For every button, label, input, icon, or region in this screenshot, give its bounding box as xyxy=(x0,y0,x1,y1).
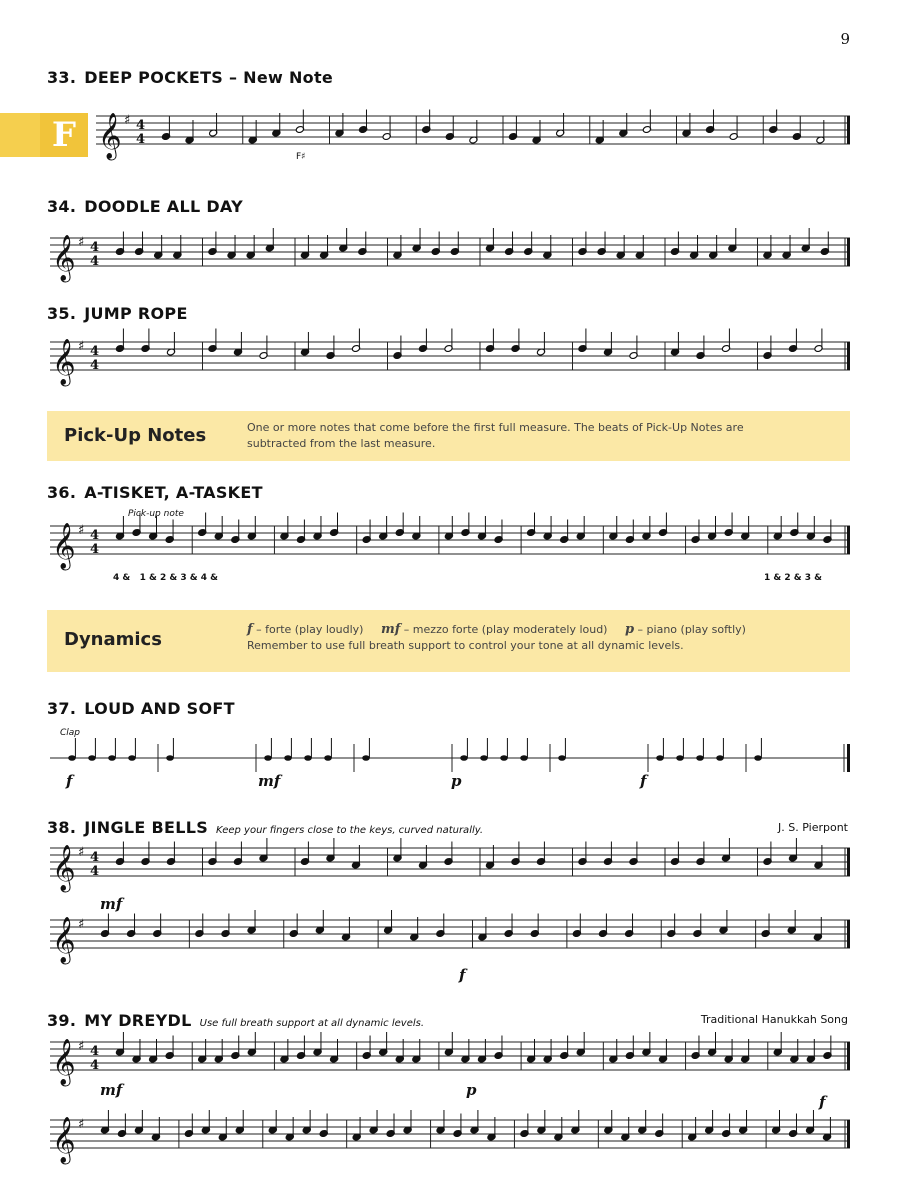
treble-clef: 𝄞 xyxy=(52,1117,76,1163)
time-sig-top: 4 xyxy=(90,1044,100,1059)
note-head xyxy=(108,755,116,761)
key-sharp: ♯ xyxy=(78,523,85,538)
treble-clef: 𝄞 xyxy=(52,235,76,281)
exercise-34-title: 34. DOODLE ALL DAY xyxy=(47,197,243,216)
counting-left: 4 & 1 & 2 & 3 & 4 & xyxy=(113,573,219,583)
exercise-38-title: 38. JINGLE BELLS Keep your fingers close to the keys, curved naturally. xyxy=(47,818,484,837)
note-head xyxy=(128,755,136,761)
counting-right: 1 & 2 & 3 & xyxy=(764,573,822,583)
final-barline xyxy=(847,920,850,948)
exercise-39-title: 39. MY DREYDL Use full breath support at all dynamic levels. xyxy=(47,1011,425,1030)
note-head xyxy=(166,755,174,761)
dynamics-heading: Dynamics xyxy=(64,629,162,650)
dynamics-definitions: f – forte (play loudly) mf – mezzo forte (play moderately loud) p – piano (play softly) Remember to use full breath support to control your tone at all dynamic levels. xyxy=(247,622,746,652)
note-head xyxy=(480,755,488,761)
treble-clef: 𝄞 xyxy=(52,339,76,385)
dynamic-mark: mf xyxy=(100,1081,123,1099)
time-sig-bottom: 4 xyxy=(90,864,100,879)
time-sig-top: 4 xyxy=(90,240,100,255)
note-head xyxy=(324,755,332,761)
note-head xyxy=(696,755,704,761)
note-head xyxy=(304,755,312,761)
dynamic-mark: f xyxy=(819,1093,826,1111)
final-barline xyxy=(847,526,850,554)
pickup-notes-definition: One or more notes that come before the first full measure. The beats of Pick-Up Notes are subtracted from the last measure. xyxy=(247,421,744,450)
exercise-33-title: 33. DEEP POCKETS – New Note xyxy=(47,68,334,87)
treble-clef: 𝄞 xyxy=(98,113,122,159)
composer-credit: Traditional Hanukkah Song xyxy=(700,1013,848,1026)
note-head xyxy=(460,755,468,761)
note-head xyxy=(284,755,292,761)
time-sig-top: 4 xyxy=(90,344,100,359)
treble-clef: 𝄞 xyxy=(52,1039,76,1085)
time-sig-top: 4 xyxy=(136,118,146,133)
treble-clef: 𝄞 xyxy=(52,523,76,569)
time-sig-top: 4 xyxy=(90,528,100,543)
page-number: 9 xyxy=(840,30,850,48)
time-sig-bottom: 4 xyxy=(90,542,100,557)
time-sig-bottom: 4 xyxy=(136,132,146,147)
note-head xyxy=(500,755,508,761)
note-head xyxy=(362,755,370,761)
note-head xyxy=(676,755,684,761)
dynamic-mark: f xyxy=(459,966,466,984)
key-sharp: ♯ xyxy=(78,339,85,354)
dynamic-mark: f xyxy=(640,772,647,790)
pickup-notes-heading: Pick-Up Notes xyxy=(64,425,207,446)
key-sharp: ♯ xyxy=(78,917,85,932)
key-sharp: ♯ xyxy=(78,1117,85,1132)
final-barline xyxy=(847,744,850,772)
note-head xyxy=(656,755,664,761)
note-head xyxy=(68,755,76,761)
time-sig-bottom: 4 xyxy=(90,358,100,373)
fingering-badge: F xyxy=(40,113,88,157)
key-sharp: ♯ xyxy=(78,845,85,860)
dynamic-mark: p xyxy=(466,1081,477,1099)
note-head xyxy=(558,755,566,761)
dynamic-mark: mf xyxy=(258,772,281,790)
note-head xyxy=(754,755,762,761)
composer-credit: J. S. Pierpont xyxy=(778,821,848,834)
exercise-35-title: 35. JUMP ROPE xyxy=(47,304,188,323)
note-head xyxy=(264,755,272,761)
time-sig-bottom: 4 xyxy=(90,254,100,269)
note-head xyxy=(520,755,528,761)
new-note-label: F♯ xyxy=(296,152,306,162)
key-sharp: ♯ xyxy=(78,1039,85,1054)
final-barline xyxy=(847,238,850,266)
key-sharp: ♯ xyxy=(124,113,131,128)
exercise-37-title: 37. LOUD AND SOFT xyxy=(47,699,235,718)
treble-clef: 𝄞 xyxy=(52,917,76,963)
note-head xyxy=(716,755,724,761)
exercise-36-title: 36. A-TISKET, A-TASKET xyxy=(47,483,263,502)
final-barline xyxy=(847,116,850,144)
note-head xyxy=(88,755,96,761)
time-sig-bottom: 4 xyxy=(90,1058,100,1073)
key-sharp: ♯ xyxy=(78,235,85,250)
time-sig-top: 4 xyxy=(90,850,100,865)
treble-clef: 𝄞 xyxy=(52,845,76,891)
clap-label: Clap xyxy=(60,728,81,738)
dynamic-mark: mf xyxy=(100,895,123,913)
dynamic-mark: f xyxy=(66,772,73,790)
final-barline xyxy=(847,342,850,370)
dynamic-mark: p xyxy=(451,772,462,790)
final-barline xyxy=(847,1120,850,1148)
pickup-note-label: Pick-up note xyxy=(128,509,184,519)
final-barline xyxy=(847,848,850,876)
final-barline xyxy=(847,1042,850,1070)
